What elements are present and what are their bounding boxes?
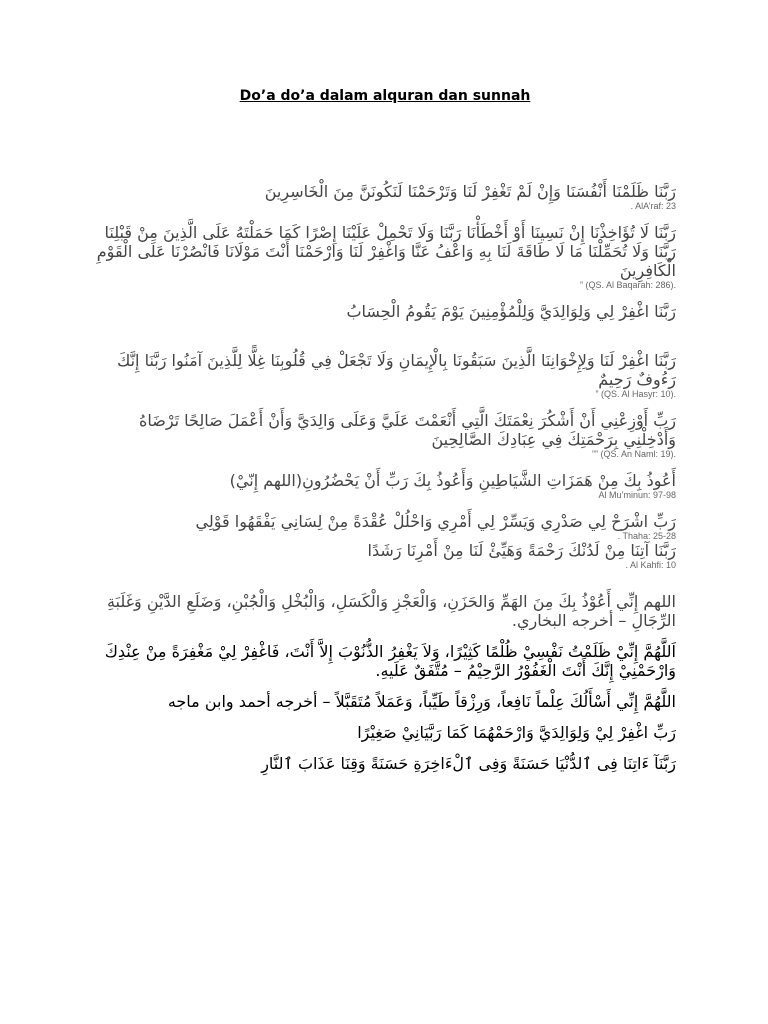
- doa-walidayn: رَبِّ اغْفِرْ لِيْ وَلِوَالِدَيَّ وَارْحَمْهُمَا كَمَا رَبَّيَانِيْ صَغِيْرًا: [357, 723, 676, 742]
- ref-baqarah-286: ” (QS. Al Baqarah: 286).: [579, 280, 676, 290]
- ref-kahfi-10: . Al Kahfi: 10: [625, 560, 676, 570]
- ref-muminun-97-98: Al Mu’minun: 97-98: [598, 490, 676, 500]
- doa-hasyr-10: رَبَّنَا اغْفِرْ لَنَا وَلِإِخْوَانِنَا الَّذِينَ سَبَقُونَا بِالْإِيمَانِ وَلَا تَجْعَلْ فِي قُلُوبِنَا غِلًّا لِلَّذِينَ آمَنُوا رَبَّنَا إِنَّكَ رَءُوفٌ رَحِيمٌ: [117, 351, 676, 389]
- ref-naml-19: ”” (QS. An Naml: 19).: [591, 449, 676, 459]
- doa-naml-19: رَبِّ أَوْزِعْنِي أَنْ أَشْكُرَ نِعْمَتَكَ الَّتِي أَنْعَمْتَ عَلَيَّ وَعَلَى وَالِدَيَّ وَأَنْ أَعْمَلَ صَالِحًا تَرْضَاهُ وَأَدْخِلْنِي بِرَحْمَتِكَ فِي عِبَادِكَ الصَّالِحِينَ: [138, 411, 676, 449]
- doa-bukhari: اللهم إِنِّي أَعُوْذُ بِكَ مِنَ الهَمِّ وَالحَزَنِ، وَالْعَجْزِ وَالْكَسَلِ، وَالْبُخْلِ وَالْجُبْنِ، وَضَلَعِ الدَّيْنِ وَغَلَبَةِ الرِّجَالِ – أخرجه البخاري.: [106, 592, 676, 630]
- doa-kahfi-10: رَبَّنَا آتِنَا مِنْ لَدُنْكَ رَحْمَةً وَهَيِّئْ لَنَا مِنْ أَمْرِنَا رَشَدًا: [367, 541, 676, 560]
- ref-araf-23: . AlA’raf: 23: [630, 201, 676, 211]
- doa-muttafaq: اَللَّهُمَّ إِنِّيْ ظَلَمْتُ نَفْسِيْ ظُلْمًا كَثِيْرًا، وَلاَ يَغْفِرُ الذُّنُوْبَ إِلاَّ أَنْتَ، فَاغْفِرْ لِيْ مَغْفِرَةً مِنْ عِنْدِكَ وَارْحَمْنِيْ إِنَّكَ أَنْتَ الْغَفُوْرُ الرَّحِيْمُ – مُتَّفَقٌ عَلَيهِ.: [104, 642, 676, 680]
- doa-thaha-25-28: رَبِّ اشْرَحْ لِي صَدْرِي وَيَسِّرْ لِي أَمْرِي وَاحْلُلْ عُقْدَةً مِنْ لِسَانِي يَفْقَهُوا قَوْلِي: [195, 512, 676, 531]
- doa-muminun-97-98: أَعُوذُ بِكَ مِنْ هَمَزَاتِ الشَّيَاطِينِ وَأَعُوذُ بِكَ رَبِّ أَنْ يَحْضُرُونِ(اللهم إِنّيْ): [229, 471, 676, 490]
- doa-ahmad-ibnmajah: اللَّهُمَّ إِنِّي أَسْأَلُكَ عِلْماً نَافِعاً، وَرِزْقاً طَيِّباً، وَعَمَلاً مُتَقَبَّلاً – أخرجه أحمد وابن ماجه: [167, 692, 676, 711]
- doa-ibrahim-41: رَبَّنَا اغْفِرْ لِي وَلِوَالِدَيَّ وَلِلْمُؤْمِنِينَ يَوْمَ يَقُومُ الْحِسَابُ: [346, 302, 676, 321]
- doa-baqarah-286: رَبَّنَا لَا تُؤَاخِذْنَا إِنْ نَسِينَا أَوْ أَخْطَأْنَا رَبَّنَا وَلَا تَحْمِلْ عَلَيْنَا إِصْرًا كَمَا حَمَلْتَهُ عَلَى الَّذِينَ مِنْ قَبْلِنَا رَبَّنَا وَلَا تُحَمِّلْنَا مَا لَا طَاقَةَ لَنَا بِهِ وَاعْفُ عَنَّا وَاغْفِرْ لَنَا وَارْحَمْنَا أَنْتَ مَوْلَانَا فَانْصُرْنَا عَلَى الْقَوْمِ الْكَافِرِينَ: [96, 223, 676, 280]
- doa-araf-23: رَبَّنَا ظَلَمْنَا أَنْفُسَنَا وَإِنْ لَمْ تَغْفِرْ لَنَا وَتَرْحَمْنَا لَنَكُونَنَّ مِنَ الْخَاسِرِينَ: [264, 182, 676, 201]
- ref-hasyr-10: ” (QS. Al Hasyr: 10).: [595, 389, 676, 399]
- doa-rabbana-atina: رَبَّنَآ ءَاتِنَا فِى ٱلدُّنْيَا حَسَنَةً وَفِى ٱلْءَاخِرَةِ حَسَنَةً وَقِنَا عَذَابَ ٱلنَّارِ: [261, 754, 676, 773]
- ref-thaha-25-28: . Thaha: 25-28: [617, 531, 676, 541]
- page-title: Do’a do’a dalam alquran dan sunnah: [239, 88, 531, 104]
